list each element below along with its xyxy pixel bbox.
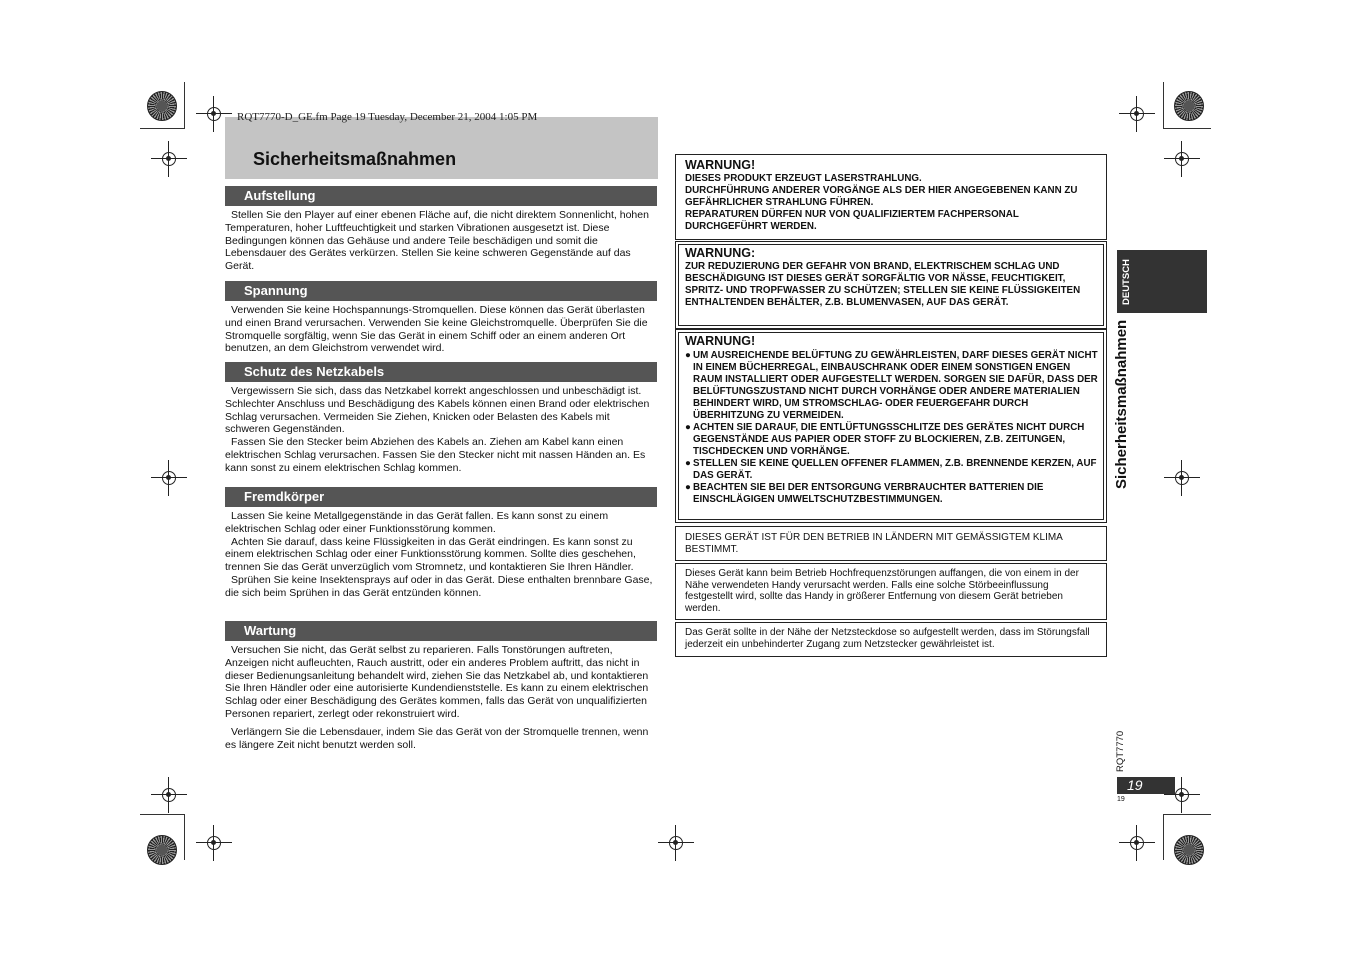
crosshair-icon (1164, 141, 1200, 177)
page-number: 19 (1117, 777, 1175, 794)
warning-line: ZUR REDUZIERUNG DER GEFAHR VON BRAND, ELEKTRISCHEM SCHLAG UND BESCHÄDIGUNG IST DIESES GERÄT SORGFÄLTIG VOR NÄSSE, FEUCHTIGKEIT, SPRITZ- UND TROPFWASSER ZU SCHÜTZEN; STELLEN SIE KEINE FLÜSSIGKEITEN ENTHALTENDEN BEHÄLTER, Z.B. BLUMENVASEN, AUF DAS GERÄT. (685, 261, 1081, 308)
section-heading: Schutz des Netzkabels (225, 362, 657, 382)
section-body (225, 644, 657, 751)
crosshair-icon (196, 825, 232, 861)
warning-list (685, 350, 1098, 506)
crosshair-icon (1164, 460, 1200, 496)
warning-title: WARNUNG! (685, 158, 756, 172)
registration-dial-icon (147, 91, 177, 121)
crosshair-icon (151, 141, 187, 177)
paragraph: Versuchen Sie nicht, das Gerät selbst zu reparieren. Falls Tonstörungen auftreten, Anzeigen nicht aufleuchten, Rauch austritt, oder ein anderes Problem auftritt, das nicht in dieser Bedienungsanleitung behandelt wird, ziehen Sie das Netzkabel ab, und kontaktieren Sie Ihren Händler oder eine autorisierte Kundendienststelle. Es kann zu einem elektrischen Schlag oder einer Beschädigung des Gerätes kommen, falls das Gerät von unqualifizierten Personen repariert, zerlegt oder rekonstruiert wird. (225, 644, 649, 720)
paragraph: Vergewissern Sie sich, dass das Netzkabel korrekt angeschlossen und unbeschädigt ist. Schlechter Anschluss und Beschädigung des Kabels können einen Brand oder elektrischen Schlag verursachen. Vermeiden Sie Ziehen, Knicken oder Belasten des Kabels mit schweren Gegenständen. (225, 385, 650, 436)
section-heading: Wartung (225, 621, 657, 641)
registration-dial-icon (147, 835, 177, 865)
bullet-icon: ● (685, 350, 691, 361)
list-item: ● BEACHTEN SIE BEI DER ENTSORGUNG VERBRAUCHTER BATTERIEN DIE EINSCHLÄGIGEN UMWELTSCHUTZBESTIMMUNGEN. (685, 482, 1044, 505)
bullet-icon: ● (685, 422, 691, 433)
list-item: ● ACHTEN SIE DARAUF, DIE ENTLÜFTUNGSSCHLITZE DES GERÄTES NICHT DURCH GEGENSTÄNDE AUS PAPIER ODER STOFF ZU BLOCKIEREN, Z.B. ZEITUNGEN, TISCHDECKEN UND VORHÄNGE. (685, 422, 1085, 457)
note-text: DIESES GERÄT IST FÜR DEN BETRIEB IN LÄNDERN MIT GEMÄSSIGTEM KLIMA BESTIMMT. (685, 532, 1063, 555)
paragraph: Fassen Sie den Stecker beim Abziehen des Kabels an. Ziehen am Kabel kann einen elektrischen Schlag verursachen. Fassen Sie den Stecker nicht mit nassen Händen an. Es kann sonst zu einem elektrischen Schlag kommen. (225, 436, 646, 474)
bullet-icon: ● (685, 482, 691, 493)
warning-box (675, 329, 1107, 523)
section-body (225, 209, 657, 273)
section-body (225, 510, 657, 600)
language-tab-label: DEUTSCH (1121, 259, 1132, 305)
registration-dial-icon (1174, 835, 1204, 865)
warning-title: WARNUNG: (685, 246, 756, 260)
file-header: RQT7770-D_GE.fm Page 19 Tuesday, December 21, 2004 1:05 PM (237, 111, 538, 123)
paragraph: Achten Sie darauf, dass keine Flüssigkeiten in das Gerät eindringen. Es kann sonst zu einem elektrischen Schlag oder einer Funktionsstörung kommen. Sollte dies geschehen, trennen Sie das Gerät unverzüglich vom Stromnetz, und kontaktieren Sie Ihren Händler. (225, 535, 636, 574)
warning-line: DIESES PRODUKT ERZEUGT LASERSTRAHLUNG. (685, 173, 922, 184)
section-heading: Spannung (225, 281, 657, 301)
warning-box (675, 154, 1107, 240)
crosshair-icon (151, 460, 187, 496)
section-body (225, 304, 657, 355)
crosshair-icon (658, 825, 694, 861)
warning-text (685, 261, 1098, 309)
list-item: ● UM AUSREICHENDE BELÜFTUNG ZU GEWÄHRLEISTEN, DARF DIESES GERÄT NICHT IN EINEM BÜCHERREGAL, EINBAUSCHRANK ODER EINEM SONSTIGEN ENGEN RAUM INSTALLIERT ODER AUFGESTELLT WERDEN. SORGEN SIE DAFÜR, DASS DER BELÜFTUNGSZUSTAND NICHT DURCH VORHÄNGE ODER ANDERE MATERIALIEN BEHINDERT WIRD, UM STROMSCHLAG- ODER FEUERGEFAHR DURCH ÜBERHITZUNG ZU VERMEIDEN. (685, 350, 1098, 421)
crosshair-icon (1119, 825, 1155, 861)
note-box (675, 622, 1107, 657)
warning-line: DURCHFÜHRUNG ANDERER VORGÄNGE ALS DER HIER ANGEGEBENEN KANN ZU GEFÄHRLICHER STRAHLUNG FÜHREN. (685, 185, 1078, 208)
warning-line: REPARATUREN DÜRFEN NUR VON QUALIFIZIERTEM FACHPERSONAL DURCHGEFÜHRT WERDEN. (685, 209, 1019, 232)
warning-text (685, 173, 1098, 233)
side-title: Sicherheitsmaßnahmen (1113, 320, 1130, 490)
list-item: ● STELLEN SIE KEINE QUELLEN OFFENER FLAMMEN, Z.B. BRENNENDE KERZEN, AUF DAS GERÄT. (685, 458, 1097, 481)
crosshair-icon (151, 777, 187, 813)
paragraph: Verwenden Sie keine Hochspannungs-Stromquellen. Diese können das Gerät überlasten und einen Brand verursachen. Verwenden Sie keine Gleichstromquelle. Überprüfen Sie die Stromquelle sorgfältig, wenn Sie das Gerät in einem Schiff oder an einem anderen Ort benutzen, an dem Gleichstrom verwendet wird. (225, 304, 648, 355)
paragraph: Lassen Sie keine Metallgegenstände in das Gerät fallen. Es kann sonst zu einem elektrischen Schlag oder einer Funktionsstörung kommen. (225, 510, 609, 535)
note-text: Dieses Gerät kann beim Betrieb Hochfrequenzstörungen auffangen, die von einem in der Nähe verwendeten Handy verursacht werden. Falls eine solche Störbeeinflussung festgestellt wird, sollte das Handy in größerer Entfernung von diesem Gerät betrieben werden. (685, 568, 1079, 614)
model-code: RQT7770 (1115, 730, 1126, 772)
crosshair-icon (1119, 96, 1155, 132)
note-box (675, 526, 1107, 561)
section-heading: Fremdkörper (225, 487, 657, 507)
note-text: Das Gerät sollte in der Nähe der Netzsteckdose so aufgestellt werden, dass im Störungsfall jederzeit ein unbehinderter Zugang zum Netzstecker gewährleistet ist. (685, 627, 1090, 650)
page-number-small: 19 (1117, 796, 1125, 803)
paragraph: Sprühen Sie keine Insektensprays auf oder in das Gerät. Diese enthalten brennbare Gase, die sich beim Sprühen in das Gerät entzünden können. (225, 573, 653, 599)
warning-title: WARNUNG! (685, 334, 756, 348)
bullet-icon: ● (685, 458, 691, 469)
page-title: Sicherheitsmaßnahmen (253, 149, 457, 169)
registration-dial-icon (1174, 91, 1204, 121)
warning-box (675, 241, 1107, 329)
paragraph: Stellen Sie den Player auf einer ebenen Fläche auf, die nicht direktem Sonnenlicht, hohen Temperaturen, hoher Luftfeuchtigkeit und starken Vibrationen ausgesetzt ist. Diese Bedingungen können das Gehäuse und andere Teile beschädigen und somit die Lebensdauer des Gerätes verkürzen. Stellen Sie keine schweren Gegenstände auf das Gerät. (225, 209, 649, 273)
paragraph: Verlängern Sie die Lebensdauer, indem Sie das Gerät von der Stromquelle trennen, wenn es längere Zeit nicht benutzt werden soll. (225, 725, 649, 751)
note-box (675, 563, 1107, 620)
section-body (225, 385, 657, 475)
section-heading: Aufstellung (225, 186, 657, 206)
